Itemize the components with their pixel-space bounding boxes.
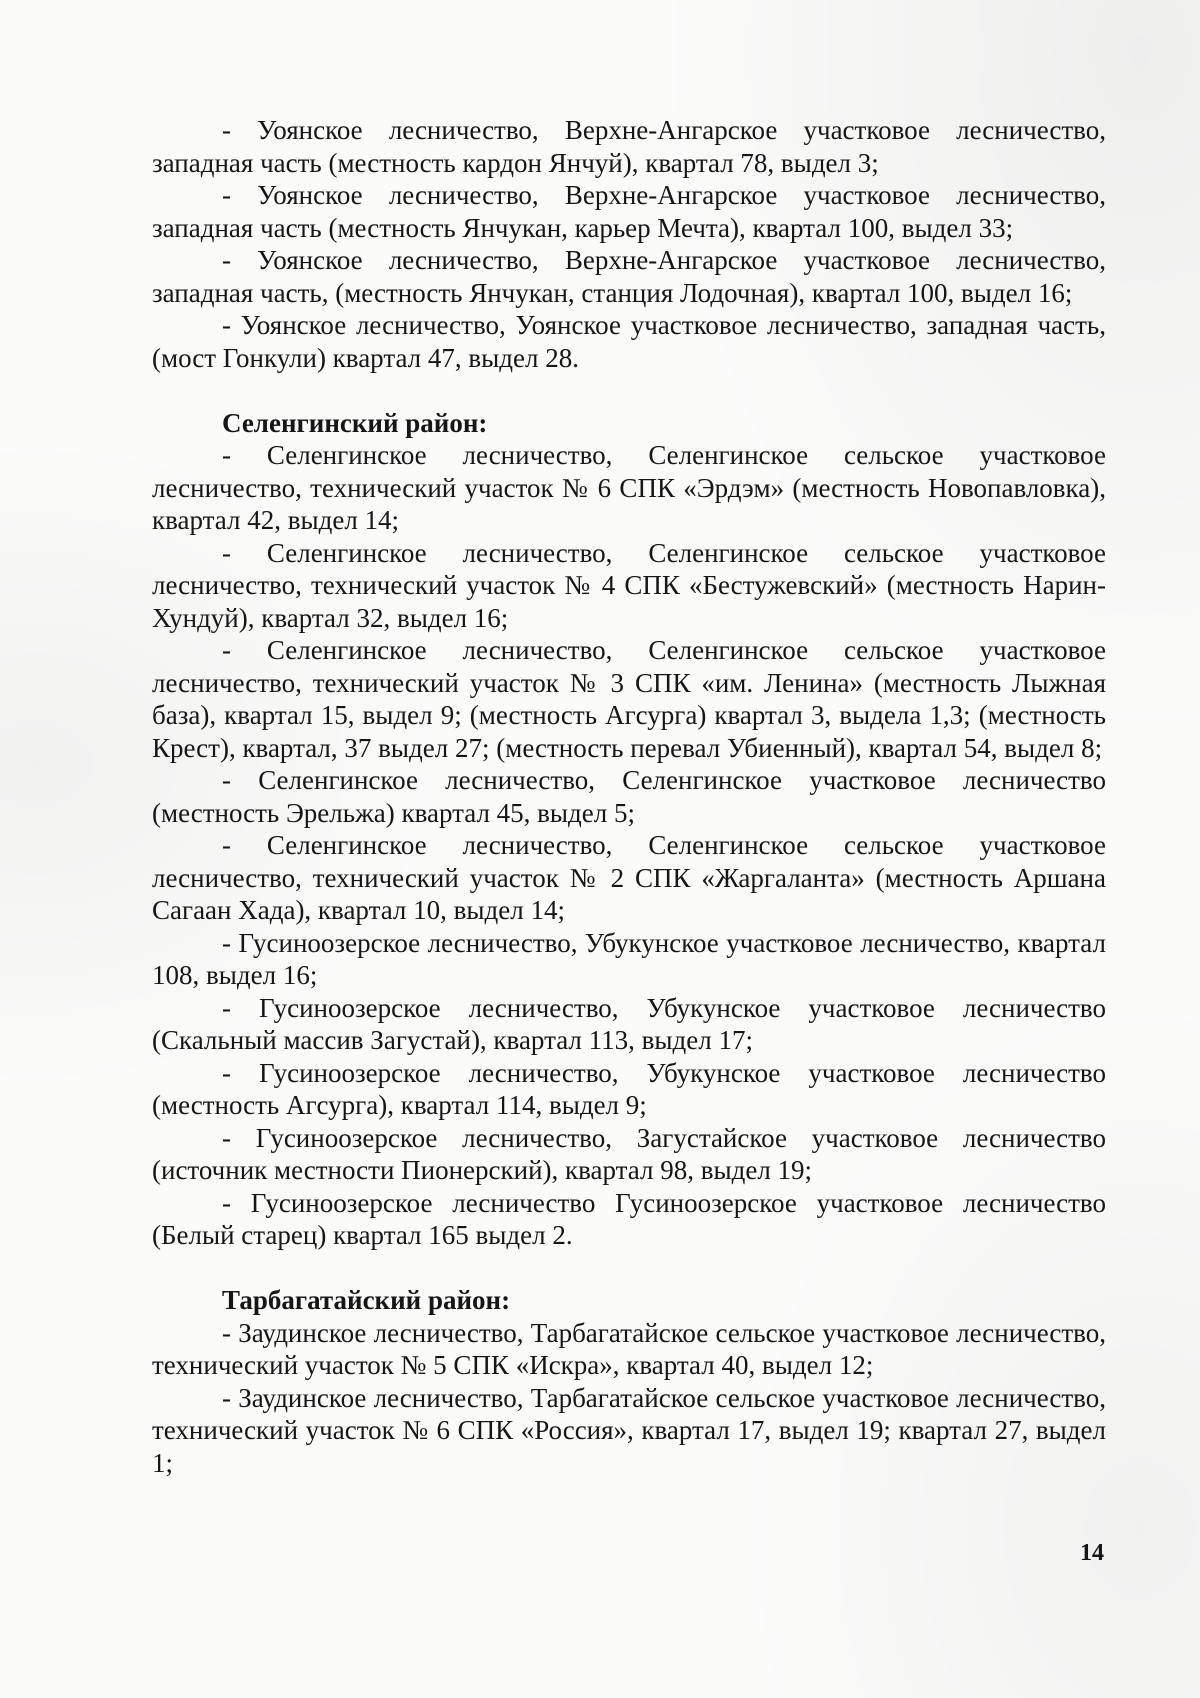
list-item: - Уоянское лесничество, Уоянское участковое лесничество, западная часть, (мост Гонкули) квартал 47, выдел 28. bbox=[152, 310, 1106, 373]
list-item: - Заудинское лесничество, Тарбагатайское сельское участковое лесничество, технический участок № 5 СПК «Искра», квартал 40, выдел 12; bbox=[152, 1317, 1106, 1380]
list-item: - Селенгинское лесничество, Селенгинское сельское участковое лесничество, технический участок № 4 СПК «Бестужевский» (местность Нарин-Хундуй), квартал 32, выдел 16; bbox=[152, 537, 1106, 633]
list-item: - Гусиноозерское лесничество Гусиноозерское участковое лесничество (Белый старец) квартал 165 выдел 2. bbox=[152, 1187, 1106, 1250]
list-item: - Заудинское лесничество, Тарбагатайское сельское участковое лесничество, технический участок № 6 СПК «Россия», квартал 17, выдел 19; квартал 27, выдел 1; bbox=[152, 1382, 1106, 1478]
page-number: 14 bbox=[1080, 1540, 1104, 1566]
section-spacer bbox=[152, 1252, 1106, 1285]
list-item: - Уоянское лесничество, Верхне-Ангарское участковое лесничество, западная часть, (местность Янчукан, станция Лодочная), квартал 100, выдел 16; bbox=[152, 245, 1106, 308]
section-spacer bbox=[152, 374, 1106, 407]
list-item: - Селенгинское лесничество, Селенгинское сельское участковое лесничество, технический участок № 6 СПК «Эрдэм» (местность Новопавловка), квартал 42, выдел 14; bbox=[152, 440, 1106, 535]
list-item: - Уоянское лесничество, Верхне-Ангарское участковое лесничество, западная часть (местность Янчукан, карьер Мечта), квартал 100, выдел 33; bbox=[152, 180, 1106, 243]
list-item: - Уоянское лесничество, Верхне-Ангарское участковое лесничество, западная часть (местность кардон Янчуй), квартал 78, выдел 3; bbox=[152, 115, 1106, 178]
list-item: - Селенгинское лесничество, Селенгинское сельское участковое лесничество, технический участок № 2 СПК «Жаргаланта» (местность Аршана Сагаан Хада), квартал 10, выдел 14; bbox=[152, 830, 1106, 925]
list-item: - Селенгинское лесничество, Селенгинское участковое лесничество (местность Эрельжа) квартал 45, выдел 5; bbox=[152, 765, 1106, 828]
list-item: - Гусиноозерское лесничество, Убукунское участковое лесничество (местность Агсурга), квартал 114, выдел 9; bbox=[152, 1057, 1106, 1120]
list-item: - Селенгинское лесничество, Селенгинское сельское участковое лесничество, технический участок № 3 СПК «им. Ленина» (местность Лыжная база), квартал 15, выдел 9; (местность Агсурга) квартал 3, выдела 1,3; (местность Крест), квартал, 37 выдел 27; (местность перевал Убиенный), квартал 54, выдел 8; bbox=[152, 635, 1106, 763]
list-item: - Гусиноозерское лесничество, Убукунское участковое лесничество (Скальный массив Загустай), квартал 113, выдел 17; bbox=[152, 992, 1106, 1055]
section-heading-selenginsky: Селенгинский район: bbox=[222, 407, 488, 438]
document-body bbox=[152, 114, 1106, 1479]
list-item: - Гусиноозерское лесничество, Убукунское участковое лесничество, квартал 108, выдел 16; bbox=[152, 927, 1106, 990]
section-heading-tarbagataisky: Тарбагатайский район: bbox=[222, 1285, 511, 1315]
list-item: - Гусиноозерское лесничество, Загустайское участковое лесничество (источник местности Пионерский), квартал 98, выдел 19; bbox=[152, 1122, 1106, 1185]
